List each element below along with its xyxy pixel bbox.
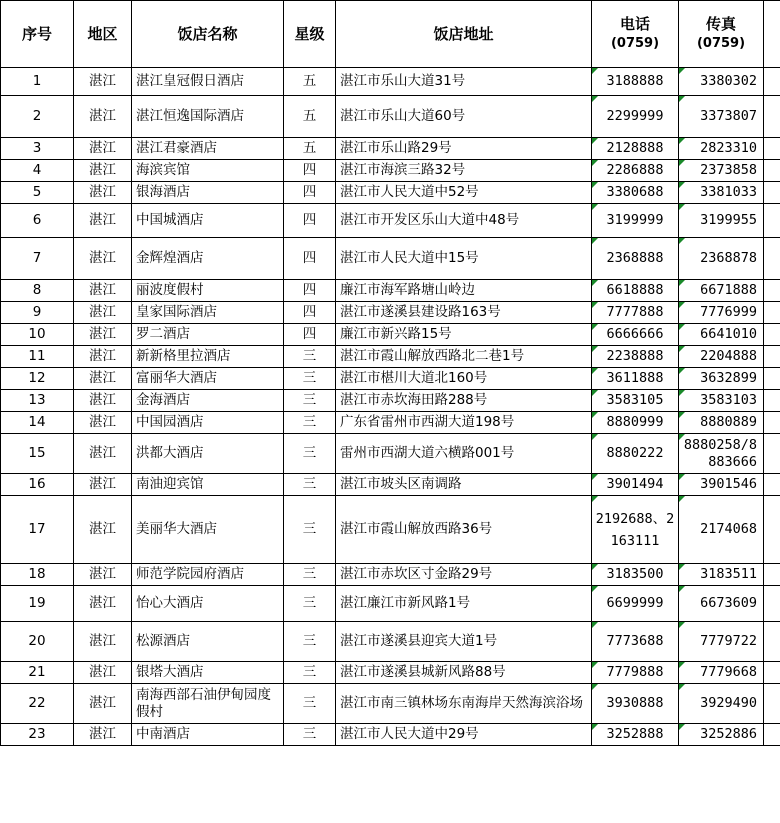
row-extra: [764, 280, 780, 302]
row-region: 湛江: [74, 68, 132, 96]
table-row: [1, 324, 780, 346]
table-row: [1, 412, 780, 434]
table-row: [1, 138, 780, 160]
row-no: 9: [1, 302, 74, 324]
row-region: 湛江: [74, 390, 132, 412]
row-hotel-name: 银海酒店: [132, 182, 284, 204]
row-phone: 2128888: [592, 138, 679, 160]
row-phone: 3199999: [592, 204, 679, 238]
row-fax: 3373807: [679, 96, 764, 138]
row-hotel-name: 银塔大酒店: [132, 662, 284, 684]
row-no: 18: [1, 564, 74, 586]
row-star-level: 三: [284, 622, 336, 662]
row-address: 湛江市遂溪县建设路163号: [336, 302, 592, 324]
table-row: [1, 160, 780, 182]
row-hotel-name: 罗二酒店: [132, 324, 284, 346]
row-fax: 3183511: [679, 564, 764, 586]
row-hotel-name: 金海酒店: [132, 390, 284, 412]
row-hotel-name: 中国城酒店: [132, 204, 284, 238]
row-star-level: 三: [284, 496, 336, 564]
row-extra: [764, 412, 780, 434]
row-extra: [764, 302, 780, 324]
row-phone: 3380688: [592, 182, 679, 204]
header-extra: [764, 1, 780, 68]
row-star-level: 三: [284, 474, 336, 496]
row-fax: 3381033: [679, 182, 764, 204]
row-fax: 3632899: [679, 368, 764, 390]
row-fax: 8880889: [679, 412, 764, 434]
row-no: 6: [1, 204, 74, 238]
row-fax: 3380302: [679, 68, 764, 96]
row-address: 湛江市遂溪县城新风路88号: [336, 662, 592, 684]
header-phone-label: 电话: [619, 15, 650, 33]
row-no: 5: [1, 182, 74, 204]
row-address: 湛江市霞山解放西路36号: [336, 496, 592, 564]
row-region: 湛江: [74, 662, 132, 684]
table-row: [1, 564, 780, 586]
row-no: 23: [1, 724, 74, 746]
row-address: 湛江市霞山解放西路北二巷1号: [336, 346, 592, 368]
row-region: 湛江: [74, 724, 132, 746]
table-body: [1, 68, 780, 746]
row-no: 3: [1, 138, 74, 160]
row-address: 湛江市乐山路29号: [336, 138, 592, 160]
row-star-level: 三: [284, 684, 336, 724]
row-no: 11: [1, 346, 74, 368]
row-phone: 2238888: [592, 346, 679, 368]
row-fax: 3199955: [679, 204, 764, 238]
table-row: [1, 68, 780, 96]
row-phone: 6666666: [592, 324, 679, 346]
row-extra: [764, 684, 780, 724]
row-region: 湛江: [74, 182, 132, 204]
row-hotel-name: 新新格里拉酒店: [132, 346, 284, 368]
row-star-level: 三: [284, 586, 336, 622]
row-star-level: 三: [284, 346, 336, 368]
row-hotel-name: 南海西部石油伊甸园度假村: [132, 684, 284, 724]
row-hotel-name: 丽波度假村: [132, 280, 284, 302]
table-row: [1, 662, 780, 684]
row-hotel-name: 皇家国际酒店: [132, 302, 284, 324]
row-star-level: 五: [284, 68, 336, 96]
row-hotel-name: 美丽华大酒店: [132, 496, 284, 564]
row-phone: 7779888: [592, 662, 679, 684]
row-fax: 3583103: [679, 390, 764, 412]
row-phone: 7773688: [592, 622, 679, 662]
row-phone: 7777888: [592, 302, 679, 324]
row-region: 湛江: [74, 434, 132, 474]
row-phone: 6699999: [592, 586, 679, 622]
row-fax: 2174068: [679, 496, 764, 564]
row-region: 湛江: [74, 204, 132, 238]
row-star-level: 五: [284, 96, 336, 138]
row-extra: [764, 368, 780, 390]
header-address: 饭店地址: [336, 1, 592, 68]
row-phone: 8880999: [592, 412, 679, 434]
row-star-level: 三: [284, 434, 336, 474]
header-phone-code: (0759): [610, 36, 660, 51]
row-no: 17: [1, 496, 74, 564]
row-address: 湛江市海滨三路32号: [336, 160, 592, 182]
header-region: 地区: [74, 1, 132, 68]
row-region: 湛江: [74, 564, 132, 586]
table-row: [1, 496, 780, 564]
row-hotel-name: 怡心大酒店: [132, 586, 284, 622]
row-phone: 8880222: [592, 434, 679, 474]
row-address: 雷州市西湖大道六横路001号: [336, 434, 592, 474]
row-address: 湛江市椹川大道北160号: [336, 368, 592, 390]
row-fax: 2368878: [679, 238, 764, 280]
row-region: 湛江: [74, 474, 132, 496]
row-hotel-name: 湛江恒逸国际酒店: [132, 96, 284, 138]
row-fax: 7779668: [679, 662, 764, 684]
row-address: 湛江市人民大道中29号: [336, 724, 592, 746]
row-star-level: 四: [284, 324, 336, 346]
table-row: [1, 622, 780, 662]
row-fax: 3252886: [679, 724, 764, 746]
row-region: 湛江: [74, 586, 132, 622]
row-no: 14: [1, 412, 74, 434]
row-hotel-name: 中国园酒店: [132, 412, 284, 434]
row-phone: 3183500: [592, 564, 679, 586]
row-no: 16: [1, 474, 74, 496]
row-no: 4: [1, 160, 74, 182]
row-region: 湛江: [74, 280, 132, 302]
row-region: 湛江: [74, 368, 132, 390]
row-extra: [764, 138, 780, 160]
row-no: 20: [1, 622, 74, 662]
row-fax: 3929490: [679, 684, 764, 724]
row-star-level: 三: [284, 724, 336, 746]
row-extra: [764, 434, 780, 474]
row-extra: [764, 724, 780, 746]
row-extra: [764, 96, 780, 138]
row-phone: 3252888: [592, 724, 679, 746]
row-phone: 3611888: [592, 368, 679, 390]
row-phone: 6618888: [592, 280, 679, 302]
row-region: 湛江: [74, 302, 132, 324]
table-row: [1, 96, 780, 138]
row-extra: [764, 68, 780, 96]
row-phone: 2299999: [592, 96, 679, 138]
table-row: [1, 684, 780, 724]
row-extra: [764, 346, 780, 368]
row-address: 湛江市遂溪县迎宾大道1号: [336, 622, 592, 662]
row-star-level: 三: [284, 368, 336, 390]
row-address: 湛江市赤坎区寸金路29号: [336, 564, 592, 586]
table-row: [1, 724, 780, 746]
row-no: 12: [1, 368, 74, 390]
row-no: 2: [1, 96, 74, 138]
row-fax: 2204888: [679, 346, 764, 368]
row-address: 湛江市赤坎海田路288号: [336, 390, 592, 412]
row-no: 21: [1, 662, 74, 684]
row-phone: 2192688、2163111: [592, 496, 679, 564]
row-star-level: 三: [284, 662, 336, 684]
table-row: [1, 368, 780, 390]
row-region: 湛江: [74, 346, 132, 368]
row-hotel-name: 湛江皇冠假日酒店: [132, 68, 284, 96]
row-address: 广东省雷州市西湖大道198号: [336, 412, 592, 434]
row-phone: 3583105: [592, 390, 679, 412]
row-fax: 6671888: [679, 280, 764, 302]
row-no: 10: [1, 324, 74, 346]
header-phone: [592, 1, 679, 68]
row-address: 湛江市人民大道中15号: [336, 238, 592, 280]
header-star: 星级: [284, 1, 336, 68]
row-phone: 3188888: [592, 68, 679, 96]
table-row: [1, 434, 780, 474]
row-address: 湛江廉江市新风路1号: [336, 586, 592, 622]
row-region: 湛江: [74, 622, 132, 662]
row-fax: 7776999: [679, 302, 764, 324]
header-no: 序号: [1, 1, 74, 68]
row-region: 湛江: [74, 496, 132, 564]
table-row: [1, 280, 780, 302]
row-no: 1: [1, 68, 74, 96]
row-no: 13: [1, 390, 74, 412]
row-star-level: 三: [284, 412, 336, 434]
row-fax: 2373858: [679, 160, 764, 182]
row-star-level: 三: [284, 564, 336, 586]
row-address: 湛江市乐山大道31号: [336, 68, 592, 96]
row-fax: 3901546: [679, 474, 764, 496]
row-extra: [764, 182, 780, 204]
row-region: 湛江: [74, 412, 132, 434]
row-region: 湛江: [74, 160, 132, 182]
table-row: [1, 182, 780, 204]
row-address: 湛江市开发区乐山大道中48号: [336, 204, 592, 238]
row-hotel-name: 富丽华大酒店: [132, 368, 284, 390]
row-extra: [764, 390, 780, 412]
row-address: 湛江市人民大道中52号: [336, 182, 592, 204]
row-hotel-name: 金辉煌酒店: [132, 238, 284, 280]
row-no: 22: [1, 684, 74, 724]
row-extra: [764, 238, 780, 280]
row-star-level: 四: [284, 182, 336, 204]
row-extra: [764, 160, 780, 182]
header-name: 饭店名称: [132, 1, 284, 68]
table-row: [1, 204, 780, 238]
row-phone: 3901494: [592, 474, 679, 496]
row-extra: [764, 474, 780, 496]
row-star-level: 四: [284, 204, 336, 238]
row-region: 湛江: [74, 684, 132, 724]
row-fax: 2823310: [679, 138, 764, 160]
row-hotel-name: 湛江君豪酒店: [132, 138, 284, 160]
row-extra: [764, 324, 780, 346]
row-address: 湛江市南三镇林场东南海岸天然海滨浴场: [336, 684, 592, 724]
row-star-level: 三: [284, 390, 336, 412]
row-no: 19: [1, 586, 74, 622]
row-hotel-name: 洪都大酒店: [132, 434, 284, 474]
row-extra: [764, 496, 780, 564]
row-star-level: 四: [284, 160, 336, 182]
row-region: 湛江: [74, 138, 132, 160]
row-hotel-name: 中南酒店: [132, 724, 284, 746]
row-region: 湛江: [74, 324, 132, 346]
row-star-level: 四: [284, 302, 336, 324]
row-fax: 6641010: [679, 324, 764, 346]
header-fax: [679, 1, 764, 68]
row-phone: 2368888: [592, 238, 679, 280]
row-hotel-name: 松源酒店: [132, 622, 284, 662]
row-fax: 8880258/8883666: [679, 434, 764, 474]
table-row: [1, 390, 780, 412]
table-row: [1, 474, 780, 496]
row-no: 15: [1, 434, 74, 474]
row-extra: [764, 622, 780, 662]
row-hotel-name: 南油迎宾馆: [132, 474, 284, 496]
table-row: [1, 586, 780, 622]
row-fax: 6673609: [679, 586, 764, 622]
row-region: 湛江: [74, 238, 132, 280]
row-no: 7: [1, 238, 74, 280]
table-row: [1, 238, 780, 280]
row-extra: [764, 204, 780, 238]
row-star-level: 五: [284, 138, 336, 160]
header-row: [1, 1, 780, 68]
header-fax-code: (0759): [696, 36, 746, 51]
row-region: 湛江: [74, 96, 132, 138]
row-extra: [764, 662, 780, 684]
row-address: 廉江市海军路塘山岭边: [336, 280, 592, 302]
row-address: 湛江市乐山大道60号: [336, 96, 592, 138]
row-no: 8: [1, 280, 74, 302]
row-address: 湛江市坡头区南调路: [336, 474, 592, 496]
row-extra: [764, 564, 780, 586]
table-row: [1, 346, 780, 368]
table-row: [1, 302, 780, 324]
row-phone: 2286888: [592, 160, 679, 182]
row-hotel-name: 海滨宾馆: [132, 160, 284, 182]
row-star-level: 四: [284, 280, 336, 302]
row-phone: 3930888: [592, 684, 679, 724]
row-extra: [764, 586, 780, 622]
row-fax: 7779722: [679, 622, 764, 662]
row-hotel-name: 师范学院园府酒店: [132, 564, 284, 586]
row-star-level: 四: [284, 238, 336, 280]
header-fax-label: 传真: [705, 15, 736, 33]
row-address: 廉江市新兴路15号: [336, 324, 592, 346]
